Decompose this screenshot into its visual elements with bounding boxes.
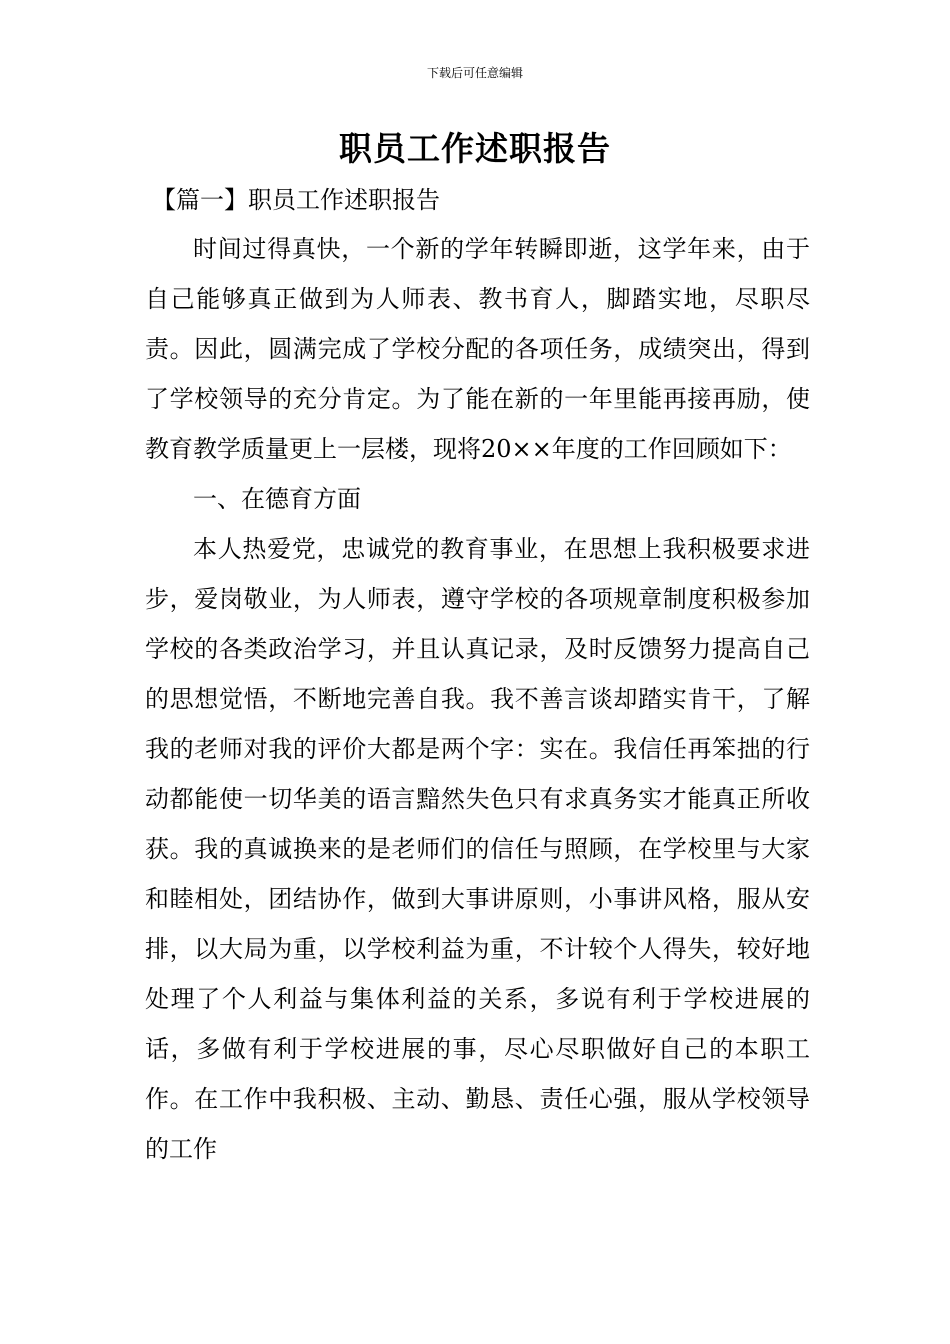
subheading-moral-education: 一、在德育方面 <box>193 485 361 513</box>
page-header-note: 下载后可任意编辑 <box>426 66 523 80</box>
section-heading: 【篇一】职员工作述职报告 <box>152 186 440 214</box>
paragraph-moral-education: 本人热爱党，忠诚党的教育事业，在思想上我积极要求进步，爱岗敬业，为人师表，遵守学校的各项规章制度积极参加学校的各类政治学习，并且认真记录，及时反馈努力提高自己的思想觉悟，不断地完善自我。我不善言谈却踏实肯干，了解我的老师对我的评价大都是两个字：实在。我信任再笨拙的行动都能使一切华美的语言黯然失色只有求真务实才能真正所收获。我的真诚换来的是老师们的信任与照顾，在学校里与大家和睦相处，团结协作，做到大事讲原则，小事讲风格，服从安排，以大局为重，以学校利益为重，不计较个人得失，较好地处理了个人利益与集体利益的关系，多说有利于学校进展的话，多做有利于学校进展的事，尽心尽职做好自己的本职工作。在工作中我积极、主动、勤恳、责任心强，服从学校领导的工作 <box>145 535 810 1163</box>
document-title: 职员工作述职报告 <box>339 129 611 168</box>
document-body <box>145 224 810 1174</box>
paragraph-intro: 时间过得真快，一个新的学年转瞬即逝，这学年来，由于自己能够真正做到为人师表、教书育人，脚踏实地，尽职尽责。因此，圆满完成了学校分配的各项任务，成绩突出，得到了学校领导的充分肯定。为了能在新的一年里能再接再励，使教育教学质量更上一层楼，现将20××年度的工作回顾如下： <box>145 235 810 463</box>
